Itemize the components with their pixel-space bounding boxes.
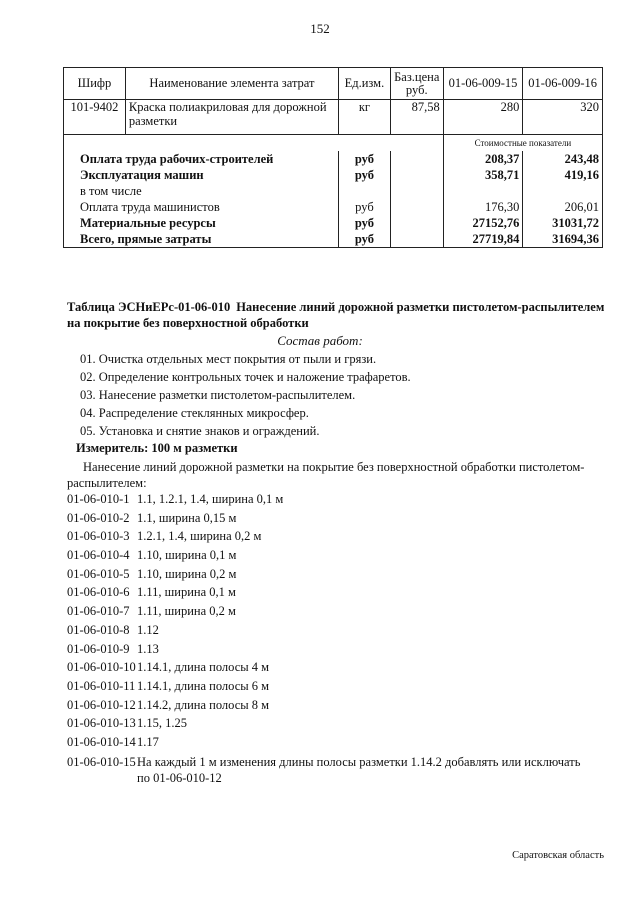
item-text: 1.12 <box>137 622 159 637</box>
row-value-1 <box>443 183 523 199</box>
item-code: 01-06-010-11 <box>67 678 136 693</box>
list-item <box>67 602 607 621</box>
row-label: Оплата труда рабочих-строителей <box>64 151 339 167</box>
row-value-1: 208,37 <box>443 151 523 167</box>
list-item <box>67 509 607 528</box>
table-row <box>64 183 603 199</box>
measure-unit: Измеритель: 100 м разметки <box>76 441 238 455</box>
table-code: Таблица ЭСНиЕРс-01-06-010 <box>67 300 231 314</box>
item-text: 1.10, ширина 0,2 м <box>137 566 237 581</box>
item-code: 01-06-010-8 <box>67 622 130 637</box>
header-name: Наименование элемента затрат <box>125 68 338 100</box>
table-title: Нанесение линий дорожной разметки пистолетом-распылителем на покрытие без поверхностной обработки <box>67 300 605 330</box>
material-value-2: 320 <box>523 100 603 135</box>
row-label: Эксплуатация машин <box>64 167 339 183</box>
row-value-1: 27719,84 <box>443 231 523 248</box>
row-unit <box>339 183 391 199</box>
list-item <box>67 490 607 509</box>
item-text: 1.14.1, длина полосы 4 м <box>137 660 270 675</box>
row-value-1: 27152,76 <box>443 215 523 231</box>
material-name: Краска полиакриловая для дорожной разметки <box>125 100 338 135</box>
item-code: 01-06-010-4 <box>67 548 130 563</box>
list-item: 05. Установка и снятие знаков и ограждений. <box>80 424 320 438</box>
item-text: 1.10, ширина 0,1 м <box>137 548 237 563</box>
item-text: 1.1, ширина 0,15 м <box>137 510 237 525</box>
list-item: 01. Очистка отдельных мест покрытия от пыли и грязи. <box>80 352 377 366</box>
list-item: 04. Распределение стеклянных микросфер. <box>80 406 309 420</box>
list-item <box>67 546 607 565</box>
cost-label-row <box>64 135 603 152</box>
page-number: 152 <box>310 21 330 36</box>
item-text: 1.2.1, 1.4, ширина 0,2 м <box>137 529 262 544</box>
list-item <box>67 621 607 640</box>
table-row <box>64 199 603 215</box>
composition-heading: Состав работ: <box>277 333 363 348</box>
item-code: 01-06-010-10 <box>67 660 136 675</box>
list-item: 02. Определение контрольных точек и наложение трафаретов. <box>80 370 411 384</box>
row-label: Оплата труда машинистов <box>64 199 339 215</box>
table-header-row <box>64 68 603 100</box>
item-text: 1.11, ширина 0,2 м <box>137 604 236 619</box>
section-title <box>67 299 607 331</box>
item-text: 1.14.2, длина полосы 8 м <box>137 697 270 712</box>
item-code: 01-06-010-6 <box>67 585 130 600</box>
row-unit: руб <box>339 231 391 248</box>
item-code: 01-06-010-12 <box>67 697 136 712</box>
item-code: 01-06-010-5 <box>67 566 130 581</box>
list-item <box>67 696 607 715</box>
list-item <box>67 733 607 752</box>
header-code: Шифр <box>64 68 126 100</box>
row-value-2: 419,16 <box>523 167 603 183</box>
header-col-2: 01-06-009-16 <box>523 68 603 100</box>
works-list <box>80 350 411 440</box>
item-text: 1.15, 1.25 <box>137 716 187 731</box>
list-item <box>67 714 607 733</box>
item-code: 01-06-010-14 <box>67 734 136 749</box>
row-value-2: 243,48 <box>523 151 603 167</box>
row-label: Материальные ресурсы <box>64 215 339 231</box>
region-footer: Саратовская область <box>512 850 604 861</box>
items-list <box>67 490 607 786</box>
row-unit: руб <box>339 167 391 183</box>
row-value-2: 31694,36 <box>523 231 603 248</box>
table-row <box>64 215 603 231</box>
table-row <box>64 151 603 167</box>
item-text: 1.17 <box>137 734 159 749</box>
table-row <box>64 167 603 183</box>
item-text: 1.11, ширина 0,1 м <box>137 585 236 600</box>
row-unit: руб <box>339 151 391 167</box>
row-unit: руб <box>339 215 391 231</box>
header-col-1: 01-06-009-15 <box>443 68 523 100</box>
intro-text: Нанесение линий дорожной разметки на покрытие без поверхностной обработки пистолетом-распылителем: <box>67 460 585 490</box>
item-code: 01-06-010-15 <box>67 754 136 769</box>
row-value-2: 206,01 <box>523 199 603 215</box>
cost-label: Стоимостные показатели <box>443 135 602 152</box>
row-value-1: 358,71 <box>443 167 523 183</box>
material-code: 101-9402 <box>64 100 126 135</box>
list-item <box>67 677 607 696</box>
item-text-continuation: по 01-06-010-12 <box>137 770 222 785</box>
list-item <box>67 752 607 786</box>
cost-table <box>63 67 603 248</box>
item-text: 1.14.1, длина полосы 6 м <box>137 678 270 693</box>
row-value-1: 176,30 <box>443 199 523 215</box>
material-price: 87,58 <box>390 100 443 135</box>
item-text: 1.13 <box>137 641 159 656</box>
item-code: 01-06-010-9 <box>67 641 130 656</box>
list-item <box>67 640 607 659</box>
row-unit: руб <box>339 199 391 215</box>
item-text: На каждый 1 м изменения длины полосы разметки 1.14.2 добавлять или исключать <box>137 754 581 769</box>
item-code: 01-06-010-2 <box>67 510 130 525</box>
list-item <box>67 565 607 584</box>
row-value-2 <box>523 183 603 199</box>
list-item: 03. Нанесение разметки пистолетом-распылителем. <box>80 388 356 402</box>
list-item <box>67 583 607 602</box>
material-row <box>64 100 603 135</box>
row-label: Всего, прямые затраты <box>64 231 339 248</box>
row-value-2: 31031,72 <box>523 215 603 231</box>
item-code: 01-06-010-3 <box>67 529 130 544</box>
list-item <box>67 527 607 546</box>
table-row <box>64 231 603 248</box>
list-item <box>67 658 607 677</box>
material-value-1: 280 <box>443 100 523 135</box>
header-unit: Ед.изм. <box>339 68 391 100</box>
header-price: Баз.цена руб. <box>390 68 443 100</box>
item-code: 01-06-010-1 <box>67 492 130 506</box>
material-unit: кг <box>339 100 391 135</box>
item-code: 01-06-010-13 <box>67 716 136 731</box>
item-code: 01-06-010-7 <box>67 604 130 619</box>
row-label: в том числе <box>64 183 339 199</box>
item-text: 1.1, 1.2.1, 1.4, ширина 0,1 м <box>137 492 284 506</box>
